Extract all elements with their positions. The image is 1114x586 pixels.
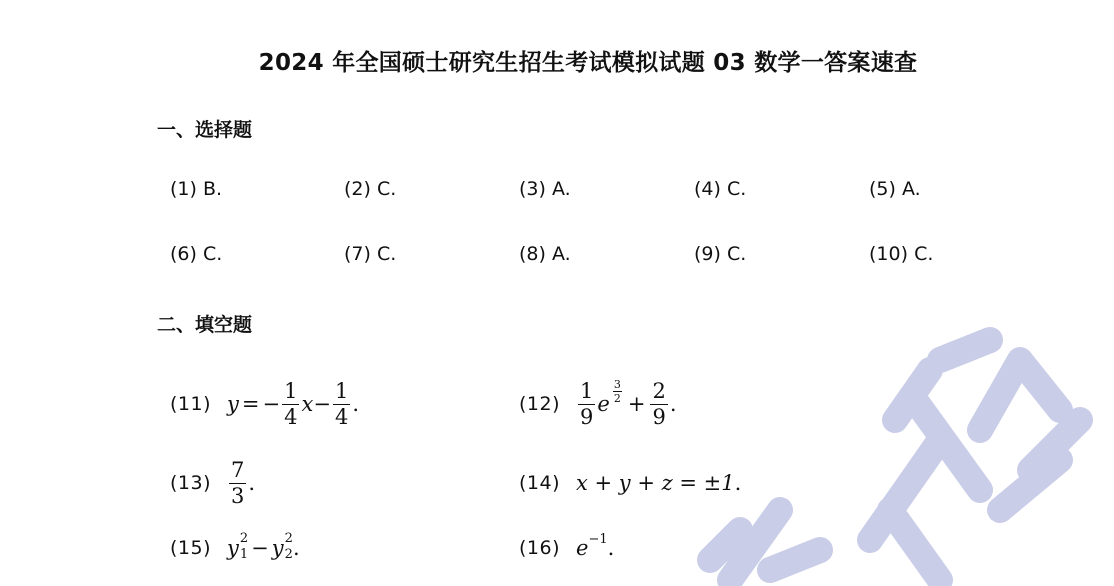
answer-item: (9) C. — [694, 243, 747, 265]
math-expression: $\frac{1}{9}$ e $\frac{3}{2}$ + $\frac{2}{9}$ . — [580, 378, 677, 429]
answer-item-11 — [170, 369, 359, 439]
question-number: (14) — [519, 472, 561, 494]
math-expression: y = − $\frac{1}{4}$ x − $\frac{1}{4}$ . — [227, 379, 359, 429]
answer-item: (3) A. — [519, 178, 571, 200]
answer-item: (6) C. — [170, 243, 223, 265]
question-number: (11) — [170, 393, 212, 415]
answer-item-15 — [170, 513, 300, 583]
answer-row-1 — [0, 178, 1114, 208]
answer-item: (4) C. — [694, 178, 747, 200]
question-number: (15) — [170, 537, 212, 559]
math-expression: e −1 . — [576, 531, 615, 560]
answer-item: (7) C. — [344, 243, 397, 265]
math-expression: x + y + z = ±1 . — [576, 471, 742, 495]
section-heading-fill-blank: 二、填空题 — [157, 314, 253, 336]
answer-item: (1) B. — [170, 178, 223, 200]
answer-item: (5) A. — [869, 178, 921, 200]
answer-item-13 — [170, 448, 255, 518]
answer-item: (2) C. — [344, 178, 397, 200]
answer-item: (10) C. — [869, 243, 934, 265]
answer-item-14 — [519, 448, 741, 518]
question-number: (13) — [170, 472, 212, 494]
question-number: (12) — [519, 393, 561, 415]
answer-item: (8) A. — [519, 243, 571, 265]
section-heading-multiple-choice: 一、选择题 — [157, 119, 253, 141]
answer-row-2 — [0, 243, 1114, 273]
watermark-logo — [640, 300, 1114, 586]
answer-item-12 — [519, 369, 677, 439]
question-number: (16) — [519, 537, 561, 559]
math-expression: y 2 1 − y 2 2 . — [227, 531, 300, 562]
page-title: 2024 年全国硕士研究生招生考试模拟试题 03 数学一答案速查 — [258, 50, 918, 76]
answer-item-16 — [519, 513, 614, 583]
math-expression: $\frac{7}{3}$ . — [231, 458, 256, 508]
